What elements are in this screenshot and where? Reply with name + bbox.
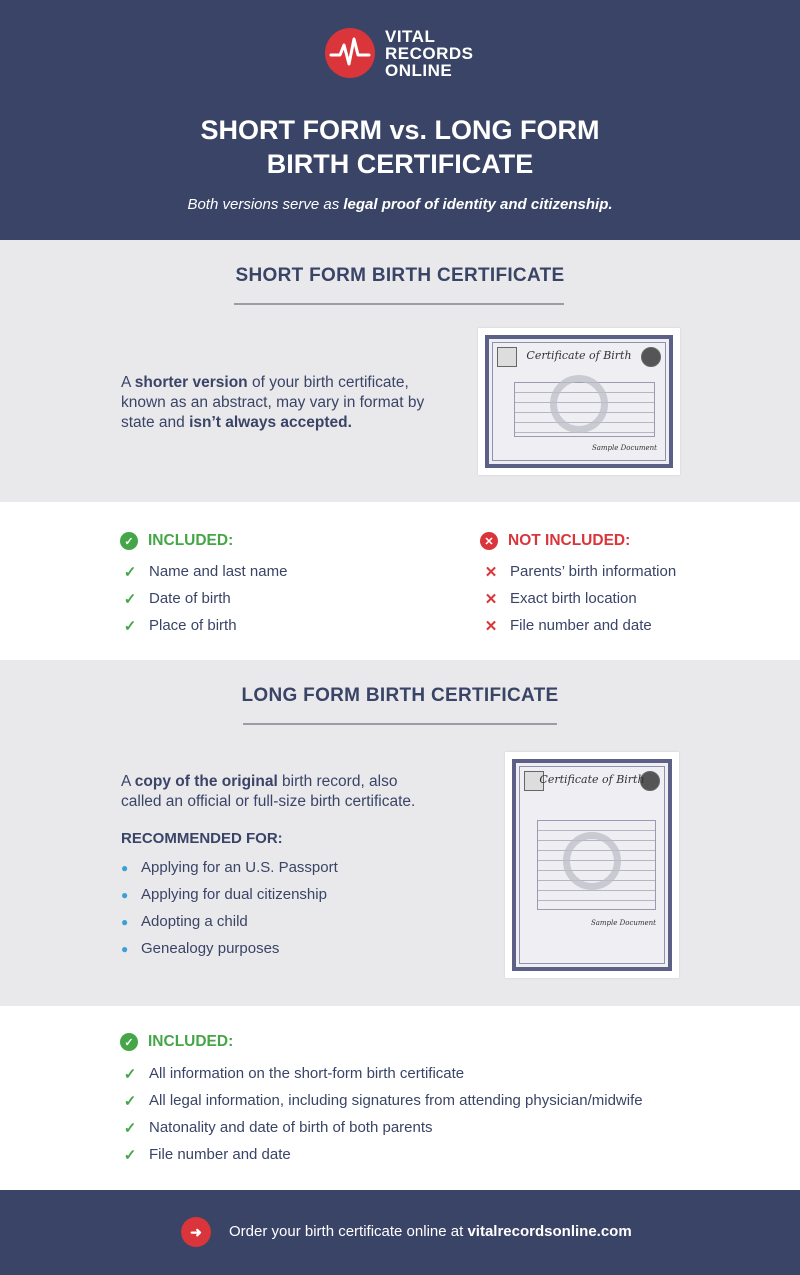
long-form-certificate-image (505, 752, 679, 978)
not-included-heading (480, 532, 630, 550)
desc-bold: isn’t always accepted. (189, 414, 352, 431)
certificate-fields (537, 820, 656, 910)
item-label: Name and last name (149, 563, 288, 580)
subtitle-bold: legal proof of identity and citizenship. (343, 196, 613, 213)
included-heading (120, 532, 233, 550)
title-line-2: BIRTH CERTIFICATE (266, 149, 534, 179)
item-label: Natonality and date of birth of both parents (149, 1119, 433, 1136)
list-item (122, 558, 287, 585)
certificate-frame (512, 759, 672, 971)
not-included-list (483, 558, 676, 639)
state-seal-icon (497, 347, 517, 367)
check-icon: ✓ (123, 1119, 137, 1137)
certificate-signature: Sample Document (590, 919, 656, 927)
item-label: Applying for dual citizenship (141, 886, 327, 903)
item-label: Exact birth location (510, 590, 637, 607)
list-item (121, 854, 338, 881)
watermark-seal (563, 832, 621, 890)
item-label: Applying for an U.S. Passport (141, 859, 338, 876)
brand-line-2: RECORDS (385, 43, 474, 63)
long-form-description (121, 772, 441, 812)
bullet-icon: ● (121, 941, 129, 956)
included-list (122, 558, 287, 639)
arrow-right-icon[interactable]: ➜ (181, 1217, 211, 1247)
item-label: Parents’ birth information (510, 563, 677, 580)
state-seal-icon (524, 771, 544, 791)
list-item (121, 881, 338, 908)
brand-line-1: VITAL (385, 26, 436, 46)
recommended-heading: RECOMMENDED FOR: (121, 830, 283, 847)
footer-link[interactable]: vitalrecordsonline.com (467, 1223, 632, 1240)
check-icon: ✓ (123, 1146, 137, 1164)
page-title (0, 113, 800, 181)
included-label: INCLUDED: (148, 532, 234, 549)
list-item (122, 1114, 643, 1141)
medical-emblem-icon (640, 771, 660, 791)
long-form-title: LONG FORM BIRTH CERTIFICATE (241, 685, 559, 706)
certificate-frame (485, 335, 673, 468)
short-form-section (0, 240, 800, 502)
list-item (122, 1141, 643, 1168)
long-form-contents (0, 1006, 800, 1190)
item-label: All legal information, including signatures from attending physician/midwife (149, 1092, 643, 1109)
certificate-title: Certificate of Birth (526, 349, 632, 362)
item-label: Genealogy purposes (141, 940, 280, 957)
check-icon: ✓ (123, 563, 137, 581)
list-item (483, 558, 676, 585)
list-item (121, 908, 338, 935)
bullet-icon: ● (121, 914, 129, 929)
item-label: All information on the short-form birth certificate (149, 1065, 465, 1082)
long-form-section (0, 660, 800, 1006)
desc-bold: copy of the original (134, 773, 278, 790)
desc-text: A (121, 374, 135, 391)
check-icon: ✓ (123, 1065, 137, 1083)
heartbeat-icon (325, 28, 375, 78)
item-label: File number and date (149, 1146, 291, 1163)
brand-line-3: ONLINE (385, 60, 453, 80)
check-icon: ✓ (123, 617, 137, 635)
brand-name (385, 28, 474, 79)
title-line-1: SHORT FORM vs. LONG FORM (200, 115, 600, 145)
item-label: Adopting a child (141, 913, 248, 930)
desc-text: of your birth certificate, known as an abstract, may vary in format by state and (121, 374, 425, 431)
certificate-signature: Sample Document (591, 444, 657, 452)
footer-text: Order your birth certificate online at (229, 1223, 468, 1240)
medical-emblem-icon (641, 347, 661, 367)
desc-text: birth record, also called an official or full-size birth certificate. (121, 773, 416, 810)
list-item (121, 935, 338, 962)
item-label: Place of birth (149, 617, 237, 634)
check-icon: ✓ (123, 590, 137, 608)
x-icon: ✕ (484, 617, 498, 635)
desc-text: A (121, 773, 135, 790)
short-form-divider (234, 303, 564, 305)
list-item (122, 585, 287, 612)
list-item (483, 612, 676, 639)
bullet-icon: ● (121, 887, 129, 902)
short-form-description (121, 373, 441, 433)
item-label: Date of birth (149, 590, 231, 607)
included-label: INCLUDED: (148, 1033, 234, 1050)
certificate-title: Certificate of Birth (539, 773, 645, 786)
brand-logo[interactable] (325, 26, 474, 80)
certificate-fields (514, 382, 654, 437)
included-list (122, 1060, 643, 1168)
check-circle-icon: ✓ (120, 1033, 138, 1051)
short-form-certificate-image (478, 328, 680, 475)
list-item (122, 612, 287, 639)
list-item (122, 1087, 643, 1114)
short-form-title: SHORT FORM BIRTH CERTIFICATE (235, 265, 565, 286)
watermark-seal (550, 375, 608, 433)
desc-bold: shorter version (134, 374, 248, 391)
recommended-list (121, 854, 338, 962)
item-label: File number and date (510, 617, 652, 634)
long-form-divider (243, 723, 557, 725)
list-item (483, 585, 676, 612)
short-form-contents (0, 502, 800, 660)
x-icon: ✕ (484, 590, 498, 608)
footer-cta (229, 1223, 632, 1240)
list-item (122, 1060, 643, 1087)
included-heading (120, 1033, 233, 1051)
check-icon: ✓ (123, 1092, 137, 1110)
page-subtitle (0, 196, 800, 213)
x-circle-icon: ✕ (480, 532, 498, 550)
subtitle-prefix: Both versions serve as (187, 196, 344, 213)
header (0, 0, 800, 240)
bullet-icon: ● (121, 860, 129, 875)
check-circle-icon: ✓ (120, 532, 138, 550)
not-included-label: NOT INCLUDED: (508, 532, 631, 549)
x-icon: ✕ (484, 563, 498, 581)
